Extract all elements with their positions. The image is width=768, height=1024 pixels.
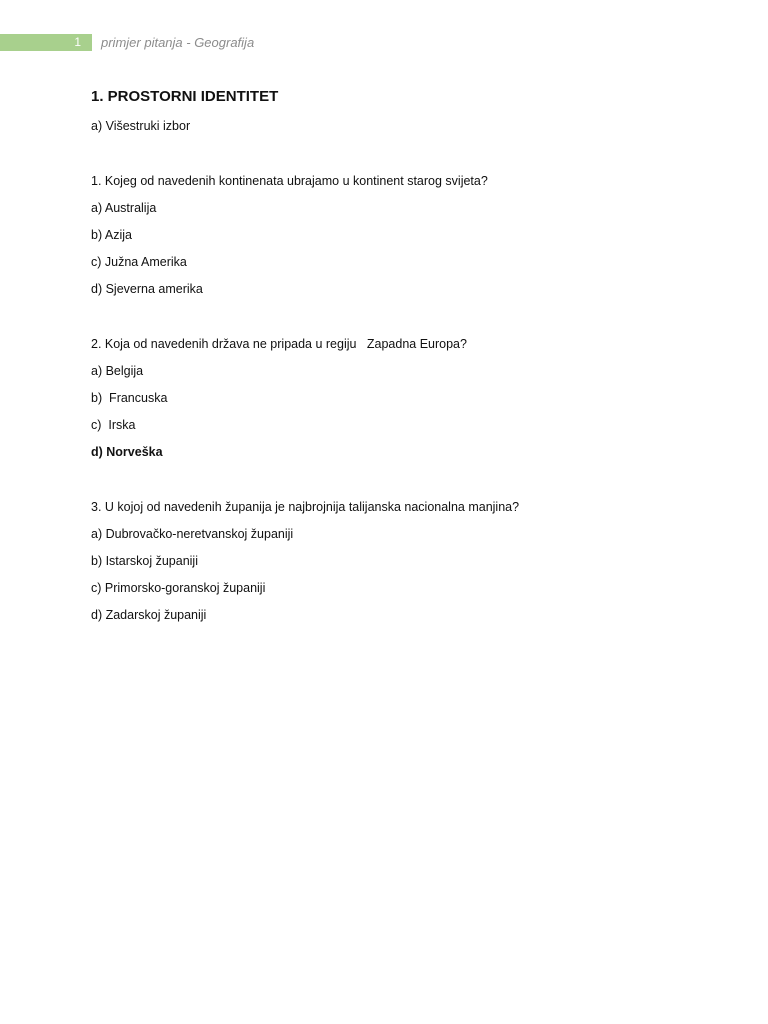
answer-option: d) Sjeverna amerika [91,282,203,296]
section-subtitle: a) Višestruki izbor [91,119,191,133]
answer-option: a) Dubrovačko-neretvanskoj županiji [91,527,294,541]
question-text: 2. Koja od navedenih država ne pripada u regiju Zapadna Europa? [91,337,467,351]
answer-option: a) Belgija [91,364,144,378]
answer-option: a) Australija [91,201,157,215]
document-body [91,87,711,623]
question-1 [91,173,711,297]
question-text: 1. Kojeg od navedenih kontinenata ubrajamo u kontinent starog svijeta? [91,174,488,188]
section-title: 1. PROSTORNI IDENTITET [91,88,279,105]
answer-option: b) Azija [91,228,132,242]
correct-answer-option: d) Norveška [91,445,163,459]
question-2 [91,336,711,460]
answer-option: b) Francuska [91,391,168,405]
page-number: 1 [74,35,81,49]
answer-option: c) Južna Amerika [91,255,187,269]
header-title: primjer pitanja - Geografija [101,35,255,50]
question-text: 3. U kojoj od navedenih županija je najbrojnija talijanska nacionalna manjina? [91,500,520,514]
page-number-box [0,34,92,51]
answer-option: c) Primorsko-goranskoj županiji [91,581,266,595]
question-3 [91,499,711,623]
answer-option: b) Istarskoj županiji [91,554,198,568]
page-header [0,34,400,52]
answer-option: c) Irska [91,418,136,432]
answer-option: d) Zadarskoj županiji [91,608,207,622]
